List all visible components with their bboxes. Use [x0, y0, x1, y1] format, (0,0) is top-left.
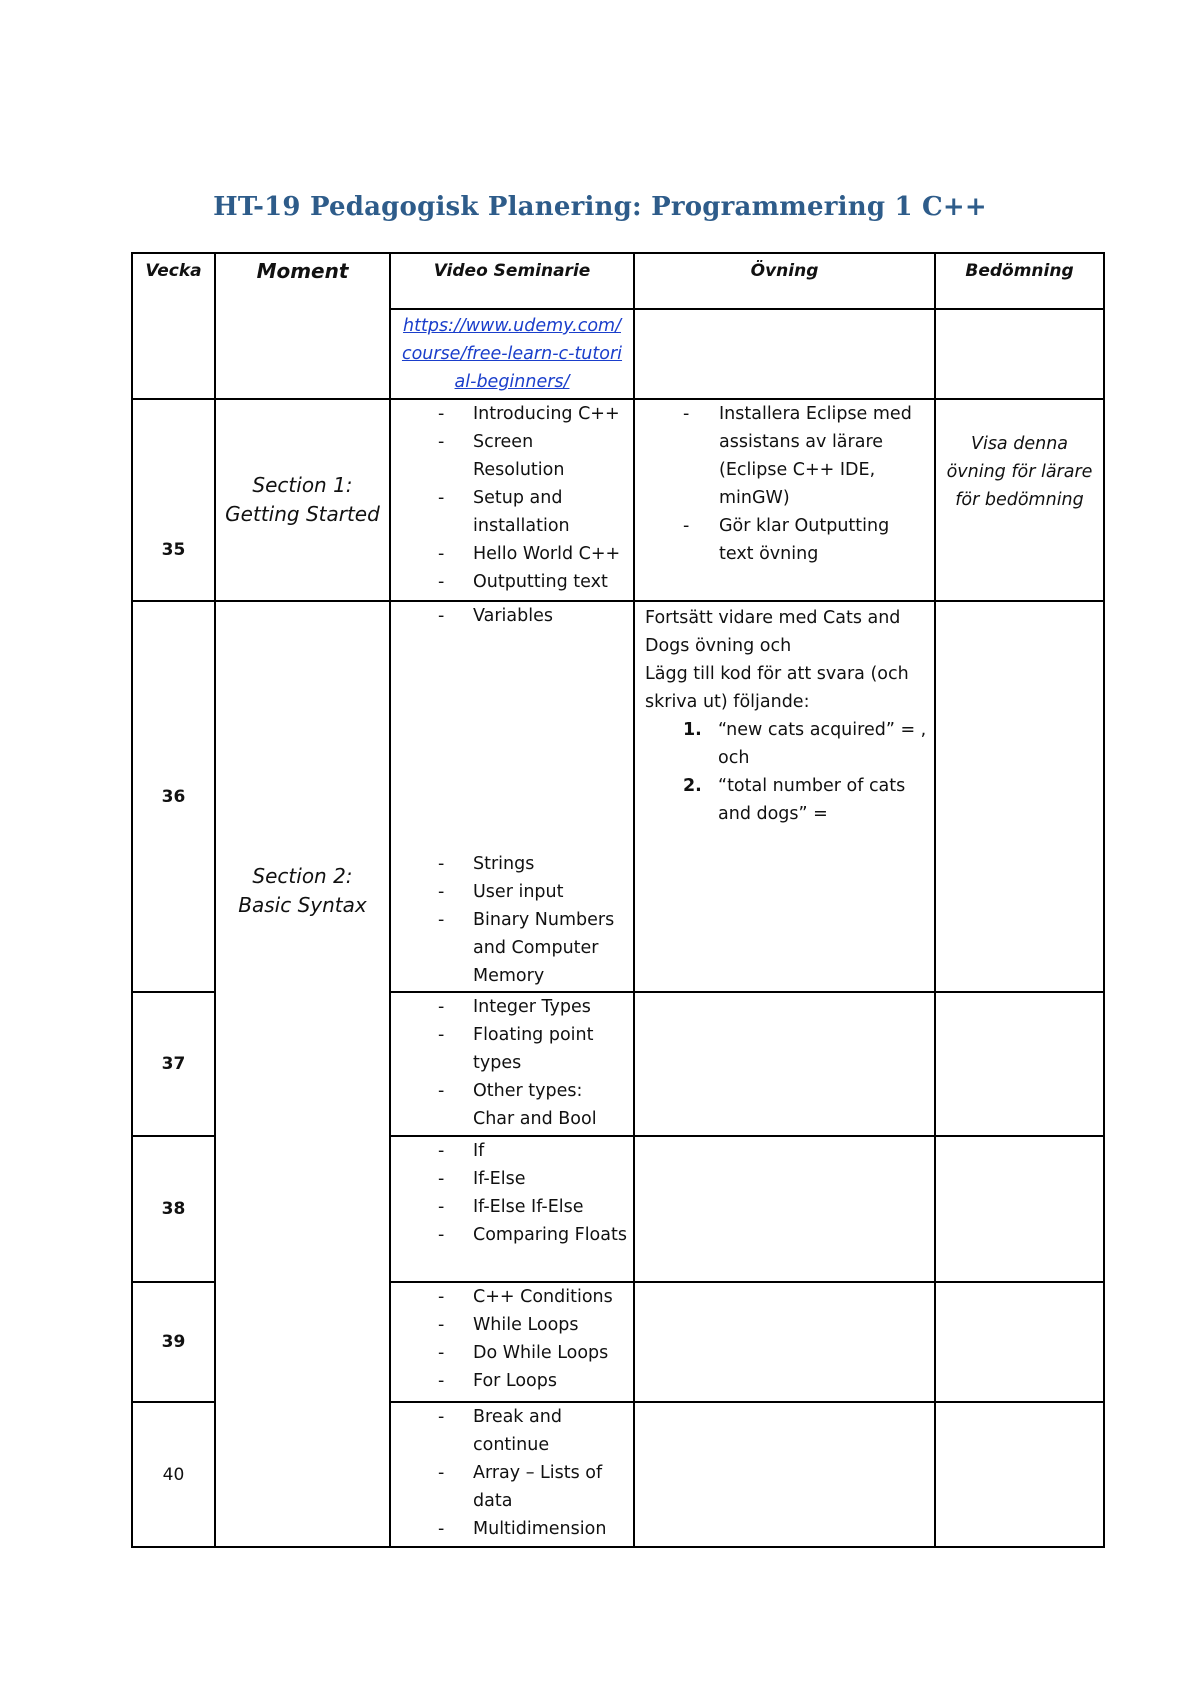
- list-item: - Array – Lists of data: [391, 1459, 627, 1515]
- exercise-cell: [634, 601, 935, 992]
- video-list: [391, 850, 633, 990]
- section-2-moment: [215, 601, 390, 1547]
- list-item: - Installera Eclipse med assistans av lärare (Eclipse C++ IDE, minGW): [635, 400, 924, 512]
- video-list: [391, 1283, 633, 1395]
- list-item: - If-Else If-Else: [391, 1193, 627, 1221]
- course-link-cell: [390, 309, 634, 399]
- week-number: 38: [132, 1136, 215, 1282]
- page-title: HT-19 Pedagogisk Planering: Programmering 1 C++: [213, 192, 987, 222]
- list-item: - Multidimension: [391, 1515, 627, 1543]
- exercise-list: [635, 400, 934, 568]
- planning-table: [131, 252, 1105, 1548]
- video-list: [391, 1137, 633, 1249]
- header-video-seminarie: Video Seminarie: [390, 253, 634, 309]
- list-number: 1.: [683, 720, 702, 740]
- list-item: [645, 772, 928, 828]
- section-label: Section 1:: [252, 473, 353, 497]
- assessment-cell: [935, 1282, 1104, 1402]
- list-item: [645, 716, 928, 772]
- list-item: - Introducing C++: [391, 400, 627, 428]
- list-item: - If: [391, 1137, 627, 1165]
- empty-cell: [634, 309, 935, 399]
- list-item: - While Loops: [391, 1311, 627, 1339]
- video-cell: [390, 1136, 634, 1282]
- list-item: - User input: [391, 878, 627, 906]
- section-name: Getting Started: [225, 502, 380, 526]
- video-list: [391, 400, 633, 596]
- list-item: - Integer Types: [391, 993, 627, 1021]
- exercise-intro: Fortsätt vidare med Cats and Dogs övning och: [645, 608, 901, 656]
- exercise-cell: [634, 992, 935, 1136]
- list-item: - Floating point types: [391, 1021, 627, 1077]
- exercise-cell: [634, 1282, 935, 1402]
- assessment-cell: [935, 1402, 1104, 1547]
- video-cell: [390, 992, 634, 1136]
- list-text: “new cats acquired” = , och: [718, 720, 927, 768]
- week-row-36: [132, 601, 1104, 992]
- list-item: - Screen Resolution: [391, 428, 627, 484]
- week-number: 40: [132, 1402, 215, 1547]
- course-link[interactable]: https://www.udemy.com/course/free-learn-c-tutorial-beginners/: [401, 316, 623, 392]
- list-item: - Other types: Char and Bool: [391, 1077, 627, 1133]
- list-item: - Setup and installation: [391, 484, 627, 540]
- video-cell: [390, 1402, 634, 1547]
- list-item: - Strings: [391, 850, 627, 878]
- video-cell: [390, 1282, 634, 1402]
- list-item: - Hello World C++: [391, 540, 627, 568]
- header-vecka: Vecka: [132, 253, 215, 399]
- video-list: [391, 993, 633, 1133]
- video-list: [391, 602, 633, 630]
- list-item: - For Loops: [391, 1367, 627, 1395]
- header-row: [132, 253, 1104, 309]
- exercise-numbered-list: [645, 716, 928, 828]
- section-1-moment: [215, 399, 390, 601]
- list-item: - Outputting text: [391, 568, 627, 596]
- empty-cell: [935, 309, 1104, 399]
- list-item: - Do While Loops: [391, 1339, 627, 1367]
- week-number: 39: [132, 1282, 215, 1402]
- week-row-35: [132, 399, 1104, 601]
- exercise-intro: Lägg till kod för att svara (och skriva ut) följande:: [645, 664, 909, 712]
- video-cell: [390, 601, 634, 992]
- week-number: 35: [132, 399, 215, 601]
- list-item: - Break and continue: [391, 1403, 627, 1459]
- list-item: - Comparing Floats: [391, 1221, 627, 1249]
- header-bedomning: Bedömning: [935, 253, 1104, 309]
- list-item: - Variables: [391, 602, 627, 630]
- spacer: [391, 630, 633, 850]
- week-number: 36: [132, 601, 215, 992]
- assessment-cell: [935, 992, 1104, 1136]
- list-item: - If-Else: [391, 1165, 627, 1193]
- week-number: 37: [132, 992, 215, 1136]
- list-item: - Gör klar Outputting text övning: [635, 512, 924, 568]
- assessment-cell: Visa denna övning för lärare för bedömning: [935, 399, 1104, 601]
- list-item: - Binary Numbers and Computer Memory: [391, 906, 627, 990]
- header-ovning: Övning: [634, 253, 935, 309]
- assessment-cell: [935, 601, 1104, 992]
- video-list: [391, 1403, 633, 1543]
- assessment-cell: [935, 1136, 1104, 1282]
- header-moment: Moment: [215, 253, 390, 399]
- video-cell: [390, 399, 634, 601]
- exercise-cell: [634, 1402, 935, 1547]
- list-text: “total number of cats and dogs” =: [718, 776, 906, 824]
- section-label: Section 2:: [252, 864, 353, 888]
- exercise-cell: [634, 1136, 935, 1282]
- list-number: 2.: [683, 776, 702, 796]
- exercise-cell: [634, 399, 935, 601]
- list-item: - C++ Conditions: [391, 1283, 627, 1311]
- section-name: Basic Syntax: [238, 893, 367, 917]
